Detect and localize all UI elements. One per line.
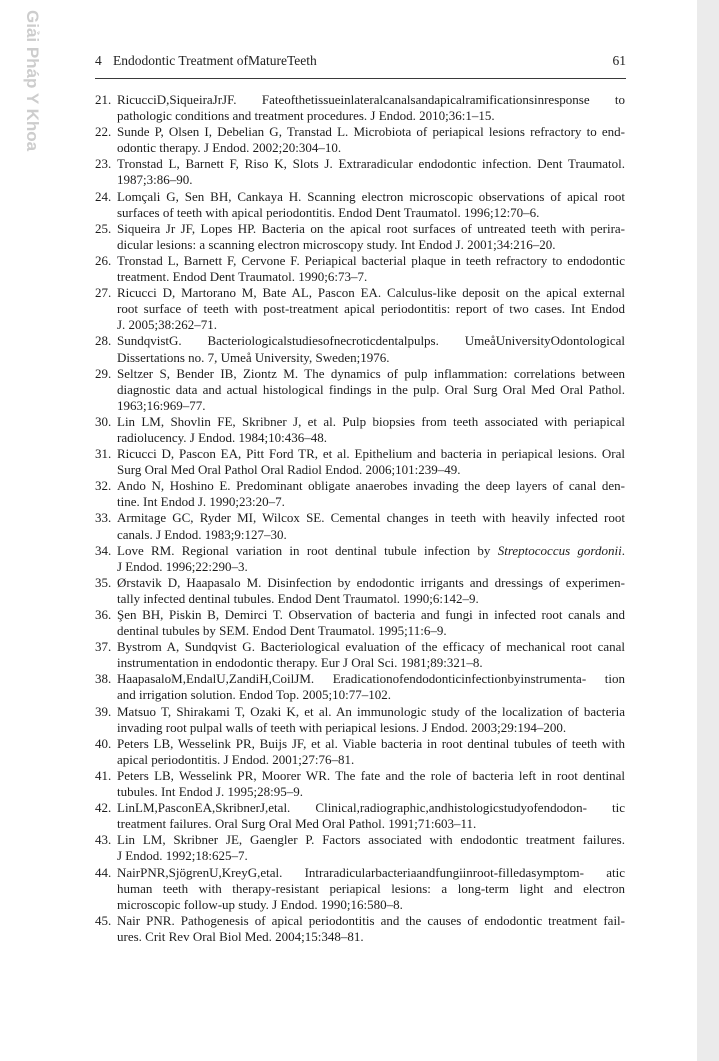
reference-line: Şen BH, Piskin B, Demirci T. Observation of bacteria and fungi in infected root canals and [117, 607, 625, 622]
reference-number: 23. [95, 156, 112, 172]
reference-item [95, 768, 625, 800]
reference-number: 22. [95, 124, 112, 140]
reference-line: Nair PNR. Pathogenesis of apical periodontitis and the causes of endodontic treatment fail- [117, 912, 625, 928]
reference-line: SundqvistG. Bacteriologicalstudiesofnecroticdentalpulps. UmeåUniversityOdontological [117, 333, 625, 349]
reference-line [117, 543, 625, 559]
reference-line: treatment failures. Oral Surg Oral Med Oral Pathol. 1991;71:603–11. [117, 816, 477, 832]
reference-item [95, 704, 625, 736]
reference-number: 41. [95, 767, 112, 783]
reference-item [95, 92, 625, 124]
reference-line: dentinal tubules by SEM. Endod Dent Traumatol. 1995;11:6–9. [117, 623, 447, 639]
reference-number: 43. [95, 832, 112, 848]
reference-line: Matsuo T, Shirakami T, Ozaki K, et al. An immunologic study of the localization of bacteria [117, 703, 625, 719]
reference-line: 1987;3:86–90. [117, 172, 193, 188]
chapter-number: 4 [95, 53, 102, 68]
reference-text [117, 865, 625, 913]
reference-line: diagnostic data and actual histological findings in the pulp. Oral Surg Oral Med Oral Pathol. [117, 381, 625, 397]
reference-number: 35. [95, 574, 112, 590]
reference-number: 45. [95, 912, 112, 928]
reference-text [117, 221, 625, 253]
reference-number: 39. [95, 703, 112, 719]
reference-item [95, 285, 625, 333]
reference-text [117, 800, 625, 832]
reference-item [95, 333, 625, 365]
reference-line: Bystrom A, Sundqvist G. Bacteriological evaluation of the efficacy of mechanical root canal [117, 639, 625, 655]
reference-list [95, 92, 625, 945]
reference-line: J. 2005;38:262–71. [117, 317, 218, 333]
reference-line: canals. J Endod. 1983;9:127–30. [117, 526, 287, 542]
reference-text [117, 156, 625, 188]
reference-line: human teeth with therapy-resistant periapical lesions: a long-term light and electron [117, 880, 625, 896]
reference-line: Dissertations no. 7, Umeå University, Sweden;1976. [117, 349, 390, 365]
reference-line: Surg Oral Med Oral Pathol Oral Radiol Endod. 2006;101:239–49. [117, 462, 461, 478]
reference-line: Ricucci D, Martorano M, Bate AL, Pascon EA. Calculus-like deposit on the apical external [117, 285, 625, 301]
reference-line: apical periodontitis. J Endod. 2001;27:76–81. [117, 751, 355, 767]
reference-line: Sunde P, Olsen I, Debelian G, Transtad L. Microbiota of periapical lesions refractory to end- [117, 124, 625, 140]
reference-line: RicucciD,SiqueiraJrJF. Fateofthetissueinlateralcanalsandapicalramificationsinresponse to [117, 92, 625, 107]
reference-line: Lin LM, Shovlin FE, Skribner J, et al. Pulp biopsies from teeth associated with periapical [117, 413, 625, 429]
reference-line: dicular lesions: a scanning electron microscopy study. Int Endod J. 2001;34:216–20. [117, 236, 556, 252]
reference-line: LinLM,PasconEA,SkribnerJ,etal. Clinical,radiographic,andhistologicstudyofendodon- tic [117, 800, 625, 816]
watermark-text: Giải Pháp Y Khoa [23, 10, 42, 152]
reference-line: pathologic conditions and treatment procedures. J Endod. 2010;36:1–15. [117, 108, 495, 124]
reference-text [117, 607, 625, 639]
reference-number: 42. [95, 800, 112, 816]
reference-item [95, 124, 625, 156]
reference-line: microscopic follow-up study. J Endod. 1990;16:580–8. [117, 896, 403, 912]
reference-text [117, 704, 625, 736]
reference-line: Ørstavik D, Haapasalo M. Disinfection by endodontic irrigants and dressings of experimen- [117, 574, 625, 590]
reference-number: 34. [95, 542, 112, 558]
reference-item [95, 414, 625, 446]
reference-text [117, 639, 625, 671]
reference-number: 32. [95, 478, 112, 494]
reference-number: 44. [95, 864, 112, 880]
reference-line: tally infected dentinal tubules. Endod Dent Traumatol. 1990;6:142–9. [117, 590, 479, 606]
reference-line: J Endod. 1992;18:625–7. [117, 848, 248, 864]
reference-line: Seltzer S, Bender IB, Ziontz M. The dynamics of pulp inflammation: correlations between [117, 365, 625, 381]
running-header-left [95, 52, 317, 70]
running-header [95, 52, 626, 70]
reference-item [95, 156, 625, 188]
reference-text [117, 446, 625, 478]
reference-line: Lomçali G, Sen BH, Cankaya H. Scanning electron microscopic observations of apical root [117, 188, 625, 204]
reference-number: 26. [95, 252, 112, 268]
reference-text [117, 671, 625, 703]
reference-line: HaapasaloM,EndalU,ZandiH,CoilJM. Eradicationofendodonticinfectionbyinstrumenta- tion [117, 671, 625, 687]
reference-text [117, 575, 625, 607]
reference-line: NairPNR,SjögrenU,KreyG,etal. Intraradicularbacteriaandfungiinroot-filledasymptom- atic [117, 864, 625, 880]
reference-item [95, 639, 625, 671]
reference-number: 38. [95, 671, 112, 687]
reference-item [95, 865, 625, 913]
reference-text [117, 285, 625, 333]
reference-line: ures. Crit Rev Oral Biol Med. 2004;15:348–81. [117, 928, 364, 944]
reference-item [95, 366, 625, 414]
reference-number: 36. [95, 607, 112, 622]
reference-line: treatment. Endod Dent Traumatol. 1990;6:73–7. [117, 269, 368, 285]
reference-line: instrumentation in endodontic therapy. Eur J Oral Sci. 1981;89:321–8. [117, 655, 483, 671]
reference-line: tine. Int Endod J. 1990;23:20–7. [117, 494, 285, 510]
reference-line: Ricucci D, Pascon EA, Pitt Ford TR, et al. Epithelium and bacteria in periapical lesions. Oral [117, 446, 625, 462]
reference-number: 28. [95, 333, 112, 349]
reference-text [117, 913, 625, 945]
reference-item [95, 607, 625, 639]
reference-text [117, 478, 625, 510]
reference-line: tubules. Int Endod J. 1995;28:95–9. [117, 784, 303, 800]
reference-item [95, 913, 625, 945]
reference-line: 1963;16:969–77. [117, 397, 206, 413]
reference-text [117, 253, 625, 285]
reference-text [117, 832, 625, 864]
reference-line: Armitage GC, Ryder MI, Wilcox SE. Cemental changes in teeth with heavily infected root [117, 510, 625, 526]
reference-number: 40. [95, 735, 112, 751]
reference-text [117, 414, 625, 446]
reference-item [95, 575, 625, 607]
reference-line: surfaces of teeth with apical periodontitis. Endod Dent Traumatol. 1996;12:70–6. [117, 204, 540, 220]
viewer-right-margin [697, 0, 719, 1061]
reference-number: 30. [95, 413, 112, 429]
reference-number: 37. [95, 639, 112, 655]
chapter-title: Endodontic Treatment ofMatureTeeth [113, 53, 317, 68]
reference-item [95, 510, 625, 542]
reference-text [117, 92, 625, 124]
reference-item [95, 189, 625, 221]
reference-line: radiolucency. J Endod. 1984;10:436–48. [117, 429, 328, 445]
page-number: 61 [612, 53, 626, 68]
reference-text [117, 366, 625, 414]
species-name: Streptococcus gordonii [497, 542, 622, 558]
header-rule [95, 78, 626, 79]
reference-line: J Endod. 1996;22:290–3. [117, 558, 248, 574]
reference-number: 27. [95, 285, 112, 301]
reference-text [117, 736, 625, 768]
reference-text [117, 124, 625, 156]
reference-line: Ando N, Hoshino E. Predominant obligate anaerobes invading the deep layers of canal den- [117, 478, 625, 494]
reference-number: 31. [95, 446, 112, 462]
reference-number: 25. [95, 220, 112, 236]
reference-item [95, 671, 625, 703]
reference-item [95, 446, 625, 478]
reference-item [95, 800, 625, 832]
reference-text-segment: . [621, 542, 625, 558]
reference-text-segment: Love RM. Regional variation in root dentinal tubule infection by [117, 542, 498, 558]
reference-number: 21. [95, 92, 112, 107]
reference-line: invading root pulpal walls of teeth with periapical lesions. J Endod. 2003;29:194–200. [117, 719, 567, 735]
reference-item [95, 736, 625, 768]
reference-text [117, 333, 625, 365]
reference-line: odontic therapy. J Endod. 2002;20:304–10. [117, 140, 342, 156]
reference-line: Siqueira Jr JF, Lopes HP. Bacteria on the apical root surfaces of untreated teeth with perira- [117, 220, 625, 236]
reference-number: 29. [95, 365, 112, 381]
reference-line: root surface of teeth with post-treatment apical periodontitis: report of two cases. Int Endod [117, 301, 625, 317]
reference-line: Tronstad L, Barnett F, Cervone F. Periapical bacterial plaque in teeth refractory to endodontic [117, 252, 625, 268]
reference-item [95, 221, 625, 253]
reference-line: Peters LB, Wesselink PR, Buijs JF, et al. Viable bacteria in root dentinal tubules of teeth with [117, 735, 625, 751]
reference-number: 24. [95, 188, 112, 204]
reference-item [95, 543, 625, 575]
reference-text [117, 543, 625, 575]
reference-item [95, 832, 625, 864]
reference-item [95, 478, 625, 510]
reference-item [95, 253, 625, 285]
reference-number: 33. [95, 510, 112, 526]
reference-text [117, 189, 625, 221]
reference-line: Lin LM, Skribner JE, Gaengler P. Factors associated with endodontic treatment failures. [117, 832, 625, 848]
reference-text [117, 510, 625, 542]
reference-line: and irrigation solution. Endod Top. 2005;10:77–102. [117, 687, 392, 703]
reference-line: Tronstad L, Barnett F, Riso K, Slots J. Extraradicular endodontic infection. Dent Traumatol. [117, 156, 625, 172]
reference-text [117, 768, 625, 800]
reference-line: Peters LB, Wesselink PR, Moorer WR. The fate and the role of bacteria left in root dentinal [117, 767, 625, 783]
